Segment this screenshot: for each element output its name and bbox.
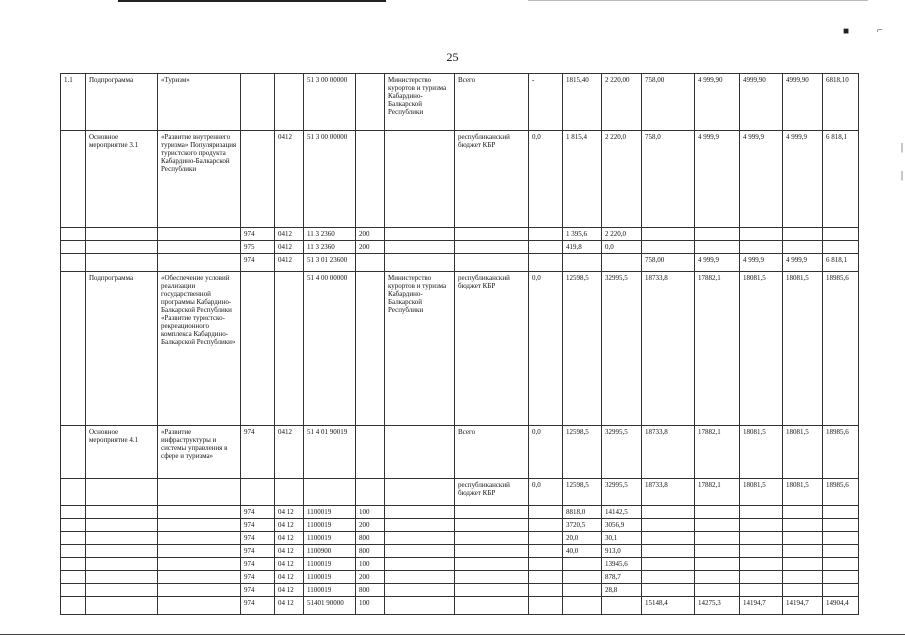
cell-grbs: [241, 479, 275, 506]
cell-y2018: 4999,90: [740, 74, 783, 131]
cell-y2014: 12598,5: [563, 426, 602, 479]
cell-y2018: 18081,5: [740, 426, 783, 479]
cell-y2018: 4 999,9: [740, 131, 783, 228]
cell-y2013: [529, 228, 563, 241]
cell-csr: 1100019: [304, 532, 356, 545]
cell-csr: 1100019: [304, 558, 356, 571]
cell-csr: 1100019: [304, 584, 356, 597]
cell-y2016: 758,00: [642, 254, 695, 272]
cell-y2020: [823, 558, 859, 571]
cell-y2015: [602, 597, 642, 615]
cell-item-name: [158, 584, 241, 597]
cell-item-type: [86, 545, 158, 558]
cell-vr: [356, 131, 385, 228]
cell-y2014: 419,8: [563, 241, 602, 254]
cell-vr: [356, 426, 385, 479]
cell-rzpr: 04 12: [275, 506, 304, 519]
table-row: [61, 545, 859, 558]
cell-executor: [385, 584, 455, 597]
cell-executor: [385, 241, 455, 254]
cell-y2019: [783, 558, 823, 571]
cell-source: республиканский бюджет КБР: [455, 272, 529, 426]
cell-grbs: [241, 131, 275, 228]
table-row: [61, 597, 859, 615]
cell-y2013: [529, 519, 563, 532]
cell-y2016: 758,00: [642, 74, 695, 131]
cell-item-name: [158, 532, 241, 545]
cell-rzpr: 04 12: [275, 571, 304, 584]
cell-y2013: 0,0: [529, 479, 563, 506]
cell-vr: 800: [356, 584, 385, 597]
cell-y2019: [783, 228, 823, 241]
cell-y2014: [563, 571, 602, 584]
cell-rzpr: 0412: [275, 241, 304, 254]
cell-y2013: [529, 506, 563, 519]
cell-item-type: [86, 254, 158, 272]
cell-y2020: 18985,6: [823, 426, 859, 479]
cell-csr: 51 3 00 00000: [304, 131, 356, 228]
cell-vr: [356, 272, 385, 426]
cell-csr: 1100019: [304, 506, 356, 519]
cell-source: [455, 228, 529, 241]
cell-row-num: [61, 597, 86, 615]
cell-y2015: 13945,6: [602, 558, 642, 571]
cell-y2016: [642, 532, 695, 545]
cell-item-type: [86, 571, 158, 584]
cell-y2013: 0,0: [529, 426, 563, 479]
cell-grbs: [241, 74, 275, 131]
cell-row-num: [61, 545, 86, 558]
cell-executor: [385, 597, 455, 615]
cell-y2018: [740, 519, 783, 532]
cell-csr: 11 3 2360: [304, 228, 356, 241]
cell-source: [455, 584, 529, 597]
cell-y2019: 18081,5: [783, 479, 823, 506]
cell-y2014: 40,0: [563, 545, 602, 558]
cell-y2020: [823, 241, 859, 254]
cell-vr: 200: [356, 241, 385, 254]
cell-item-name: «Развитие внутреннего туризма» Популяризация туристского продукта Кабардино-Балкарской Республики: [158, 131, 241, 228]
cell-rzpr: [275, 479, 304, 506]
cell-y2016: 18733,8: [642, 479, 695, 506]
cell-y2015: 3056,9: [602, 519, 642, 532]
cell-vr: 100: [356, 506, 385, 519]
table-row: [61, 228, 859, 241]
cell-grbs: 974: [241, 506, 275, 519]
cell-y2018: [740, 558, 783, 571]
cell-y2017: [695, 519, 740, 532]
cell-y2016: [642, 241, 695, 254]
cell-row-num: [61, 426, 86, 479]
cell-vr: 100: [356, 558, 385, 571]
cell-y2013: [529, 254, 563, 272]
cell-y2015: 30,1: [602, 532, 642, 545]
cell-y2019: 4 999,9: [783, 131, 823, 228]
cell-item-type: Основное мероприятие 4.1: [86, 426, 158, 479]
cell-y2017: [695, 228, 740, 241]
table-row: [61, 272, 859, 426]
cell-y2015: 32995,5: [602, 479, 642, 506]
table-row: [61, 241, 859, 254]
cell-source: [455, 545, 529, 558]
cell-source: Всего: [455, 74, 529, 131]
scan-mark-bar: |: [901, 142, 904, 153]
cell-y2018: [740, 228, 783, 241]
cell-csr: 1100019: [304, 519, 356, 532]
cell-item-name: [158, 506, 241, 519]
cell-source: Всего: [455, 426, 529, 479]
cell-y2017: 4 999,9: [695, 131, 740, 228]
cell-y2015: [602, 254, 642, 272]
cell-vr: 800: [356, 532, 385, 545]
cell-y2014: 12598,5: [563, 479, 602, 506]
cell-y2017: 4 999,9: [695, 254, 740, 272]
cell-source: [455, 506, 529, 519]
cell-item-type: [86, 506, 158, 519]
cell-y2014: 1815,40: [563, 74, 602, 131]
cell-y2018: [740, 532, 783, 545]
cell-y2020: [823, 519, 859, 532]
cell-y2013: [529, 532, 563, 545]
cell-csr: 51 4 01 90019: [304, 426, 356, 479]
cell-row-num: [61, 241, 86, 254]
cell-y2016: [642, 584, 695, 597]
cell-executor: Министерство курортов и туризма Кабардино-Балкарской Республики: [385, 272, 455, 426]
cell-executor: [385, 506, 455, 519]
cell-source: [455, 532, 529, 545]
cell-y2015: 14142,5: [602, 506, 642, 519]
cell-y2016: [642, 571, 695, 584]
cell-grbs: [241, 272, 275, 426]
top-rule-left: [118, 0, 386, 2]
cell-row-num: [61, 532, 86, 545]
cell-y2015: 2 220,0: [602, 228, 642, 241]
cell-item-name: [158, 254, 241, 272]
cell-rzpr: 0412: [275, 228, 304, 241]
cell-item-type: Подпрограмма: [86, 272, 158, 426]
cell-y2020: 6 818,1: [823, 254, 859, 272]
cell-rzpr: 04 12: [275, 545, 304, 558]
table-row: [61, 532, 859, 545]
cell-y2016: [642, 519, 695, 532]
cell-vr: 200: [356, 519, 385, 532]
cell-rzpr: 04 12: [275, 558, 304, 571]
cell-item-type: Основное мероприятие 3.1: [86, 131, 158, 228]
cell-item-name: [158, 597, 241, 615]
table-row: [61, 519, 859, 532]
cell-y2013: [529, 545, 563, 558]
cell-grbs: 974: [241, 584, 275, 597]
cell-item-type: [86, 584, 158, 597]
cell-y2020: 18985,6: [823, 479, 859, 506]
cell-item-type: [86, 228, 158, 241]
cell-y2020: 6818,10: [823, 74, 859, 131]
cell-y2017: 14275,3: [695, 597, 740, 615]
cell-item-name: «Развитие инфраструктуры и системы управления в сфере и туризма»: [158, 426, 241, 479]
cell-executor: [385, 254, 455, 272]
cell-item-type: [86, 558, 158, 571]
cell-executor: [385, 532, 455, 545]
cell-grbs: 974: [241, 571, 275, 584]
cell-y2014: 20,0: [563, 532, 602, 545]
cell-y2019: 14194,7: [783, 597, 823, 615]
cell-rzpr: 0412: [275, 254, 304, 272]
cell-y2017: [695, 584, 740, 597]
cell-y2019: 18081,5: [783, 272, 823, 426]
cell-y2014: [563, 597, 602, 615]
scan-mark-tick: ⌐: [877, 25, 883, 36]
cell-y2017: 17882,1: [695, 426, 740, 479]
cell-y2020: 6 818,1: [823, 131, 859, 228]
cell-y2016: [642, 558, 695, 571]
cell-y2015: 32995,5: [602, 272, 642, 426]
bottom-rule: [0, 634, 905, 635]
cell-y2016: [642, 545, 695, 558]
cell-y2020: [823, 506, 859, 519]
cell-item-name: «Обеспечение условий реализации государственной программы Кабардино-Балкарской Республики «Развитие туристско-рекреационного комплекса Кабардино-Балкарской Республики»: [158, 272, 241, 426]
cell-source: [455, 558, 529, 571]
cell-row-num: [61, 506, 86, 519]
cell-grbs: 974: [241, 545, 275, 558]
cell-y2018: [740, 571, 783, 584]
cell-y2017: [695, 532, 740, 545]
cell-csr: 51401 90000: [304, 597, 356, 615]
cell-item-name: [158, 479, 241, 506]
cell-executor: [385, 228, 455, 241]
cell-y2013: [529, 241, 563, 254]
cell-y2019: [783, 571, 823, 584]
cell-y2020: 14904,4: [823, 597, 859, 615]
cell-source: республиканский бюджет КБР: [455, 479, 529, 506]
cell-y2015: 913,0: [602, 545, 642, 558]
cell-y2014: [563, 584, 602, 597]
cell-y2019: [783, 545, 823, 558]
cell-y2017: [695, 545, 740, 558]
cell-rzpr: [275, 74, 304, 131]
cell-item-type: [86, 241, 158, 254]
cell-item-name: [158, 519, 241, 532]
scan-mark-bar-2: |: [901, 170, 904, 181]
cell-grbs: 975: [241, 241, 275, 254]
cell-executor: Министерство курортов и туризма Кабардино-Балкарской Республики: [385, 74, 455, 131]
cell-vr: [356, 74, 385, 131]
cell-executor: [385, 558, 455, 571]
cell-y2015: 2 220,0: [602, 131, 642, 228]
cell-y2020: [823, 545, 859, 558]
cell-y2018: [740, 584, 783, 597]
table-row: [61, 254, 859, 272]
cell-source: [455, 519, 529, 532]
cell-y2015: 878,7: [602, 571, 642, 584]
table-row: [61, 558, 859, 571]
cell-y2017: [695, 571, 740, 584]
cell-y2016: 15148,4: [642, 597, 695, 615]
cell-y2019: [783, 519, 823, 532]
cell-csr: 51 3 00 00000: [304, 74, 356, 131]
cell-row-num: [61, 519, 86, 532]
cell-y2020: [823, 571, 859, 584]
cell-vr: [356, 479, 385, 506]
cell-executor: [385, 479, 455, 506]
cell-y2019: 4999,90: [783, 74, 823, 131]
cell-executor: [385, 426, 455, 479]
cell-rzpr: 04 12: [275, 584, 304, 597]
cell-y2018: 18081,5: [740, 272, 783, 426]
cell-y2017: [695, 506, 740, 519]
cell-csr: 51 3 01 23600: [304, 254, 356, 272]
cell-y2014: 3720,5: [563, 519, 602, 532]
cell-y2013: [529, 584, 563, 597]
cell-csr: [304, 479, 356, 506]
cell-item-name: [158, 228, 241, 241]
cell-source: республиканский бюджет КБР: [455, 131, 529, 228]
table-row: [61, 571, 859, 584]
cell-y2015: 32995,5: [602, 426, 642, 479]
scan-mark-dot: ■: [843, 26, 850, 37]
cell-source: [455, 241, 529, 254]
cell-y2017: 4 999,90: [695, 74, 740, 131]
cell-row-num: [61, 479, 86, 506]
cell-y2016: [642, 228, 695, 241]
cell-grbs: 974: [241, 558, 275, 571]
cell-executor: [385, 545, 455, 558]
cell-y2016: 18733,8: [642, 272, 695, 426]
cell-y2019: [783, 241, 823, 254]
cell-rzpr: 04 12: [275, 519, 304, 532]
cell-vr: 800: [356, 545, 385, 558]
cell-item-name: [158, 558, 241, 571]
cell-item-type: [86, 519, 158, 532]
cell-grbs: 974: [241, 228, 275, 241]
cell-y2018: 14194,7: [740, 597, 783, 615]
cell-row-num: [61, 228, 86, 241]
cell-y2020: [823, 228, 859, 241]
cell-y2013: [529, 597, 563, 615]
cell-y2014: 8818,0: [563, 506, 602, 519]
cell-csr: 1100019: [304, 571, 356, 584]
cell-row-num: [61, 571, 86, 584]
cell-y2013: -: [529, 74, 563, 131]
cell-y2018: [740, 506, 783, 519]
cell-vr: 200: [356, 571, 385, 584]
cell-y2014: 1 395,6: [563, 228, 602, 241]
cell-y2014: [563, 254, 602, 272]
cell-rzpr: 0412: [275, 426, 304, 479]
cell-vr: 200: [356, 228, 385, 241]
program-table: [60, 73, 859, 615]
cell-y2014: 12598,5: [563, 272, 602, 426]
cell-item-name: [158, 241, 241, 254]
table-row: [61, 74, 859, 131]
cell-y2016: [642, 506, 695, 519]
cell-y2018: [740, 545, 783, 558]
cell-source: [455, 597, 529, 615]
cell-item-name: [158, 571, 241, 584]
cell-row-num: [61, 584, 86, 597]
cell-grbs: 974: [241, 597, 275, 615]
table-row: [61, 131, 859, 228]
cell-y2013: 0,0: [529, 272, 563, 426]
cell-item-type: [86, 532, 158, 545]
cell-rzpr: 04 12: [275, 532, 304, 545]
cell-grbs: 974: [241, 426, 275, 479]
cell-y2015: 28,8: [602, 584, 642, 597]
cell-row-num: 1.1: [61, 74, 86, 131]
cell-vr: 100: [356, 597, 385, 615]
cell-y2013: [529, 571, 563, 584]
cell-y2015: 2 220,00: [602, 74, 642, 131]
cell-y2017: 17882,1: [695, 479, 740, 506]
table-row: [61, 584, 859, 597]
cell-y2020: [823, 532, 859, 545]
cell-item-type: Подпрограмма: [86, 74, 158, 131]
cell-y2015: 0,0: [602, 241, 642, 254]
cell-y2013: 0,0: [529, 131, 563, 228]
cell-y2018: 4 999,9: [740, 254, 783, 272]
cell-y2017: [695, 558, 740, 571]
cell-row-num: [61, 254, 86, 272]
cell-y2014: [563, 558, 602, 571]
cell-y2019: 18081,5: [783, 426, 823, 479]
cell-executor: [385, 519, 455, 532]
cell-y2019: [783, 584, 823, 597]
cell-csr: 1100900: [304, 545, 356, 558]
cell-y2017: 17882,1: [695, 272, 740, 426]
page-number: 25: [446, 50, 459, 64]
cell-item-type: [86, 597, 158, 615]
top-rule-right: [528, 0, 868, 1]
cell-rzpr: [275, 272, 304, 426]
cell-csr: 11 3 2360: [304, 241, 356, 254]
cell-grbs: 974: [241, 254, 275, 272]
cell-y2013: [529, 558, 563, 571]
cell-y2018: [740, 241, 783, 254]
cell-row-num: [61, 131, 86, 228]
cell-item-name: «Туризм»: [158, 74, 241, 131]
table-row: [61, 506, 859, 519]
cell-y2016: 18733,8: [642, 426, 695, 479]
cell-source: [455, 254, 529, 272]
cell-y2020: 18985,6: [823, 272, 859, 426]
cell-row-num: [61, 272, 86, 426]
table-row: [61, 426, 859, 479]
cell-y2019: [783, 506, 823, 519]
cell-grbs: 974: [241, 519, 275, 532]
cell-row-num: [61, 558, 86, 571]
cell-vr: [356, 254, 385, 272]
cell-y2014: 1 815,4: [563, 131, 602, 228]
cell-grbs: 974: [241, 532, 275, 545]
cell-y2017: [695, 241, 740, 254]
cell-source: [455, 571, 529, 584]
cell-item-name: [158, 545, 241, 558]
cell-csr: 51 4 00 00000: [304, 272, 356, 426]
cell-rzpr: 04 12: [275, 597, 304, 615]
cell-y2019: [783, 532, 823, 545]
cell-item-type: [86, 479, 158, 506]
cell-executor: [385, 131, 455, 228]
cell-y2016: 758,0: [642, 131, 695, 228]
cell-y2018: 18081,5: [740, 479, 783, 506]
table-row: [61, 479, 859, 506]
cell-rzpr: 0412: [275, 131, 304, 228]
cell-executor: [385, 571, 455, 584]
cell-y2019: 4 999,9: [783, 254, 823, 272]
cell-y2020: [823, 584, 859, 597]
